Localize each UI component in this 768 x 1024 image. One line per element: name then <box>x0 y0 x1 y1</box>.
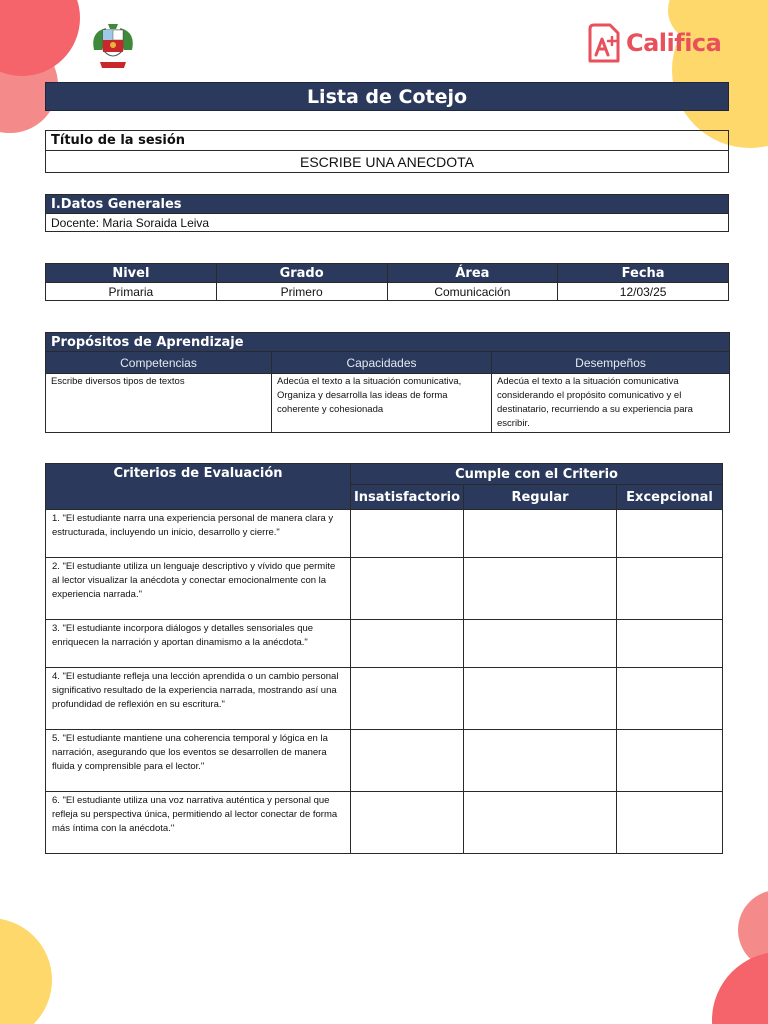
performances-header: Desempeños <box>492 352 730 374</box>
table-row <box>46 620 723 668</box>
capacities-header: Capacidades <box>272 352 492 374</box>
unsatisfactory-header: Insatisfactorio <box>351 485 464 510</box>
peru-coat-of-arms-icon <box>86 20 140 74</box>
unsatisfactory-cell[interactable] <box>351 620 464 668</box>
criterion-text: 3. "El estudiante incorpora diálogos y detalles sensoriales que enriquecen la narración y aportan dinamismo a la anécdota." <box>46 620 351 668</box>
level-value: Primaria <box>46 283 217 301</box>
unsatisfactory-cell[interactable] <box>351 668 464 730</box>
evaluation-criteria-table <box>45 463 723 854</box>
exceptional-cell[interactable] <box>617 668 723 730</box>
regular-cell[interactable] <box>464 792 617 854</box>
regular-cell[interactable] <box>464 620 617 668</box>
criterion-text: 2. "El estudiante utiliza un lenguaje descriptivo y vívido que permite al lector visualizar la anécdota y conectar emocionalmente con la experiencia narrada." <box>46 558 351 620</box>
table-row <box>46 510 723 558</box>
performance-cell: Adecúa el texto a la situación comunicativa considerando el propósito comunicativo y el destinatario, recurriendo a su experiencia para escribir. <box>492 374 730 433</box>
session-label: Título de la sesión <box>46 131 729 151</box>
grade-value: Primero <box>216 283 387 301</box>
table-row <box>46 792 723 854</box>
exceptional-cell[interactable] <box>617 620 723 668</box>
exceptional-header: Excepcional <box>617 485 723 510</box>
table-row <box>46 730 723 792</box>
area-value: Comunicación <box>387 283 558 301</box>
competency-cell: Escribe diversos tipos de textos <box>46 374 272 433</box>
criterion-text: 5. "El estudiante mantiene una coherencia temporal y lógica en la narración, asegurando que los eventos se desarrollen de manera fluida y comprensible para el lector." <box>46 730 351 792</box>
competencies-header: Competencias <box>46 352 272 374</box>
level-header: Nivel <box>46 264 217 283</box>
criterion-text: 1. "El estudiante narra una experiencia personal de manera clara y estructurada, incluyendo un inicio, desarrollo y cierre." <box>46 510 351 558</box>
unsatisfactory-cell[interactable] <box>351 558 464 620</box>
criterion-text: 4. "El estudiante refleja una lección aprendida o un cambio personal significativo resultado de la experiencia narrada, mostrando así una profundidad de reflexión en su escritura." <box>46 668 351 730</box>
date-header: Fecha <box>558 264 729 283</box>
brand-name: Califica <box>626 29 722 57</box>
a-plus-icon <box>586 21 622 65</box>
criteria-heading: Criterios de Evaluación <box>46 464 351 510</box>
session-table <box>45 130 729 173</box>
regular-cell[interactable] <box>464 510 617 558</box>
general-data-table <box>45 194 729 232</box>
regular-cell[interactable] <box>464 558 617 620</box>
teacher-name: Docente: Maria Soraida Leiva <box>46 214 729 232</box>
session-title-value: ESCRIBE UNA ANECDOTA <box>46 151 729 173</box>
exceptional-cell[interactable] <box>617 792 723 854</box>
regular-cell[interactable] <box>464 668 617 730</box>
capacity-cell: Adecúa el texto a la situación comunicativa, Organiza y desarrolla las ideas de forma coherente y cohesionada <box>272 374 492 433</box>
table-row <box>46 558 723 620</box>
exceptional-cell[interactable] <box>617 730 723 792</box>
purposes-heading: Propósitos de Aprendizaje <box>46 333 730 352</box>
area-header: Área <box>387 264 558 283</box>
general-data-heading: I.Datos Generales <box>46 195 729 214</box>
criteria-group-heading: Cumple con el Criterio <box>351 464 723 485</box>
table-row <box>46 668 723 730</box>
criterion-text: 6. "El estudiante utiliza una voz narrativa auténtica y personal que refleja su perspectiva única, permitiendo al lector conectar de forma más íntima con la anécdota." <box>46 792 351 854</box>
info-table <box>45 263 729 301</box>
unsatisfactory-cell[interactable] <box>351 730 464 792</box>
califica-logo <box>586 20 726 66</box>
regular-header: Regular <box>464 485 617 510</box>
exceptional-cell[interactable] <box>617 510 723 558</box>
learning-purposes-table <box>45 332 730 433</box>
unsatisfactory-cell[interactable] <box>351 510 464 558</box>
regular-cell[interactable] <box>464 730 617 792</box>
exceptional-cell[interactable] <box>617 558 723 620</box>
grade-header: Grado <box>216 264 387 283</box>
document-title: Lista de Cotejo <box>45 82 729 111</box>
unsatisfactory-cell[interactable] <box>351 792 464 854</box>
date-value: 12/03/25 <box>558 283 729 301</box>
